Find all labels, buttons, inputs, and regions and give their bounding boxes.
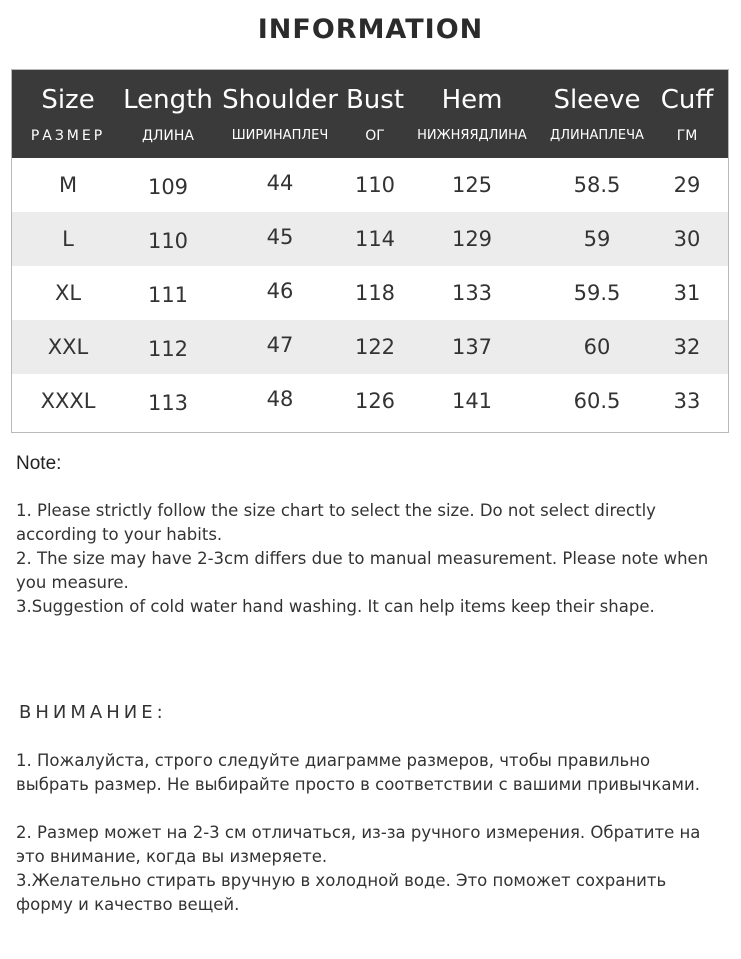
header-length-sub: ДЛИНА — [141, 128, 195, 144]
cell-hem: 133 — [451, 281, 493, 305]
ru-note-item-1: 1. Пожалуйста, строго следуйте диаграмме размеров, чтобы правильно выбрать размер. Не выбирайте просто в соответствии с вашими привычками. — [16, 751, 700, 794]
cell-cuff: 30 — [673, 227, 701, 251]
header-size: Size — [41, 85, 95, 115]
ru-note-heading: ВНИМАНИЕ: — [19, 702, 167, 723]
header-shoulder-sub: ШИРИНАПЛЕЧ — [231, 128, 329, 143]
cell-hem: 125 — [451, 173, 493, 197]
table-header — [12, 70, 728, 158]
header-bust: Bust — [345, 85, 405, 115]
cell-hem: 141 — [451, 389, 493, 413]
table-row — [12, 374, 728, 428]
header-cuff: Cuff — [660, 85, 714, 115]
cell-size: XL — [54, 281, 82, 305]
cell-shoulder: 46 — [266, 279, 294, 303]
ru-note-item-3: 3.Желательно стирать вручную в холодной воде. Это поможет сохранить форму и качество вещей. — [16, 871, 667, 914]
cell-cuff: 32 — [673, 335, 701, 359]
cell-length: 110 — [147, 229, 189, 253]
cell-bust: 110 — [354, 173, 396, 197]
header-sleeve-sub: ДЛИНАПЛЕЧА — [550, 128, 644, 143]
cell-cuff: 33 — [673, 389, 701, 413]
header-hem: Hem — [441, 85, 503, 115]
header-size-sub: РАЗМЕР — [30, 128, 106, 144]
table-row — [12, 212, 728, 266]
cell-bust: 114 — [354, 227, 396, 251]
cell-size: M — [58, 173, 78, 197]
cell-size: L — [62, 227, 74, 251]
cell-sleeve: 59.5 — [573, 281, 621, 305]
table-row — [12, 158, 728, 212]
header-bust-sub: ОГ — [365, 128, 385, 144]
cell-sleeve: 60 — [583, 335, 611, 359]
cell-sleeve: 59 — [583, 227, 611, 251]
header-hem-sub: НИЖНЯЯДЛИНА — [417, 128, 527, 143]
cell-hem: 129 — [451, 227, 493, 251]
cell-hem: 137 — [451, 335, 493, 359]
size-chart-table — [11, 69, 729, 433]
cell-shoulder: 44 — [266, 171, 294, 195]
page-title: INFORMATION — [257, 14, 484, 45]
header-cuff-sub: ГМ — [676, 128, 698, 144]
table-row — [12, 320, 728, 374]
cell-shoulder: 47 — [266, 333, 294, 357]
table-row — [12, 266, 728, 320]
cell-bust: 122 — [354, 335, 396, 359]
cell-length: 109 — [147, 175, 189, 199]
cell-bust: 126 — [354, 389, 396, 413]
cell-length: 113 — [147, 391, 189, 415]
note-item-2: 2. The size may have 2-3cm differs due to manual measurement. Please note when you measure. — [16, 549, 709, 592]
header-shoulder: Shoulder — [222, 85, 338, 115]
cell-cuff: 31 — [673, 281, 701, 305]
cell-size: XXL — [47, 335, 89, 359]
note-heading: Note: — [16, 453, 62, 474]
cell-length: 111 — [147, 283, 189, 307]
header-length: Length — [123, 85, 213, 115]
header-sleeve: Sleeve — [553, 85, 641, 115]
note-item-3: 3.Suggestion of cold water hand washing. It can help items keep their shape. — [16, 597, 655, 616]
cell-cuff: 29 — [673, 173, 701, 197]
cell-size: XXXL — [40, 389, 96, 413]
cell-bust: 118 — [354, 281, 396, 305]
cell-sleeve: 60.5 — [573, 389, 621, 413]
cell-shoulder: 45 — [266, 225, 294, 249]
cell-sleeve: 58.5 — [573, 173, 621, 197]
cell-length: 112 — [147, 337, 189, 361]
note-item-1: 1. Please strictly follow the size chart to select the size. Do not select directly according to your habits. — [16, 501, 656, 544]
ru-note-item-2: 2. Размер может на 2-3 см отличаться, из-за ручного измерения. Обратите на это внимание, когда вы измеряете. — [16, 823, 701, 866]
cell-shoulder: 48 — [266, 387, 294, 411]
